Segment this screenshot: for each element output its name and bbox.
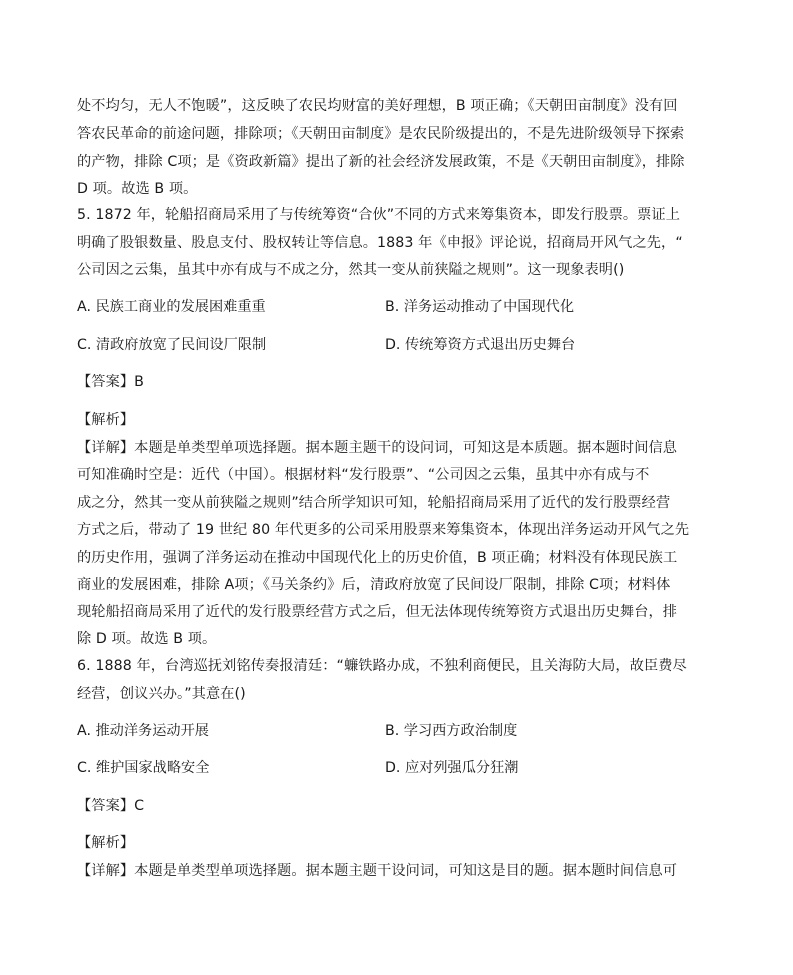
q5-stem-line: 公司因之云集，虽其中亦有成与不成之分，然其一变从前狭隘之规则”。这一现象表明() [77, 262, 625, 278]
q5-analysis-line: 商业的发展困难，排除 A项；《马关条约》后，清政府放宽了民间设厂限制，排除 C项；材料体 [77, 577, 671, 593]
q5-option-d: D. 传统筹资方式退出历史舞台 [385, 337, 576, 353]
q6-stem-line: 经营，创议兴办。”其意在() [77, 686, 246, 702]
q5-analysis-line: 可知准确时空是：近代（中国）。根据材料“发行股票”、“公司因之云集，虽其中亦有成与不 [77, 467, 650, 483]
q5-analysis-line: 【详解】本题是单类型单项选择题。据本题主题干的设问词，可知这是本质题。据本题时间信息 [77, 440, 678, 456]
intro-line: 处不均匀，无人不饱暖”，这反映了农民均财富的美好理想，B 项正确；《天朝田亩制度》没有回 [77, 98, 678, 114]
q5-analysis-line: 现轮船招商局采用了近代的发行股票经营方式之后，但无法体现传统筹资方式退出历史舞台，排 [77, 604, 678, 620]
intro-line: D 项。故选 B 项。 [77, 181, 198, 197]
intro-line: 的产物，排除 C项；是《资政新篇》提出了新的社会经济发展政策，不是《天朝田亩制度》，排除 [77, 154, 685, 170]
q5-analysis-title: 【解析】 [77, 412, 135, 428]
q5-stem-line: 5. 1872 年，轮船招商局采用了与传统筹资“合伙”不同的方式来筹集资本，即发行股票。票证上 [77, 207, 681, 223]
q6-answer: 【答案】C [77, 798, 145, 814]
q6-analysis-title: 【解析】 [77, 835, 135, 851]
q5-answer: 【答案】B [77, 374, 144, 390]
q5-analysis-line: 方式之后，带动了 19 世纪 80 年代更多的公司采用股票来筹集资本，体现出洋务运动开风气之先 [77, 522, 690, 538]
q5-analysis-line: 除 D 项。故选 B 项。 [77, 631, 217, 647]
q5-option-b: B. 洋务运动推动了中国现代化 [385, 299, 575, 315]
q5-analysis-line: 成之分，然其一变从前狭隘之规则”结合所学知识可知，轮船招商局采用了近代的发行股票经营 [77, 495, 671, 511]
q6-option-a: A. 推动洋务运动开展 [77, 723, 209, 739]
q5-analysis-line: 的历史作用，强调了洋务运动在推动中国现代化上的历史价值，B 项正确；材料没有体现民族工 [77, 550, 678, 566]
q5-option-c: C. 清政府放宽了民间设厂限制 [77, 337, 267, 353]
q5-stem-line: 明确了股银数量、股息支付、股权转让等信息。1883 年《申报》评论说，招商局开风气之先，“ [77, 235, 683, 251]
q6-option-d: D. 应对列强瓜分狂潮 [385, 760, 519, 776]
q6-option-b: B. 学习西方政治制度 [385, 723, 518, 739]
q6-stem-line: 6. 1888 年，台湾巡抚刘铭传奏报清廷：“蠊铁路办成，不独利商便民，且关海防大局，故臣费尽 [77, 658, 687, 674]
q6-analysis-line: 【详解】本题是单类型单项选择题。据本题主题干设问词，可知这是目的题。据本题时间信息可 [77, 863, 678, 879]
intro-line: 答农民革命的前途问题，排除项；《天朝田亩制度》是农民阶级提出的，不是先进阶级领导下探索 [77, 126, 685, 142]
q5-option-a: A. 民族工商业的发展困难重重 [77, 299, 266, 315]
q6-option-c: C. 维护国家战略安全 [77, 760, 210, 776]
